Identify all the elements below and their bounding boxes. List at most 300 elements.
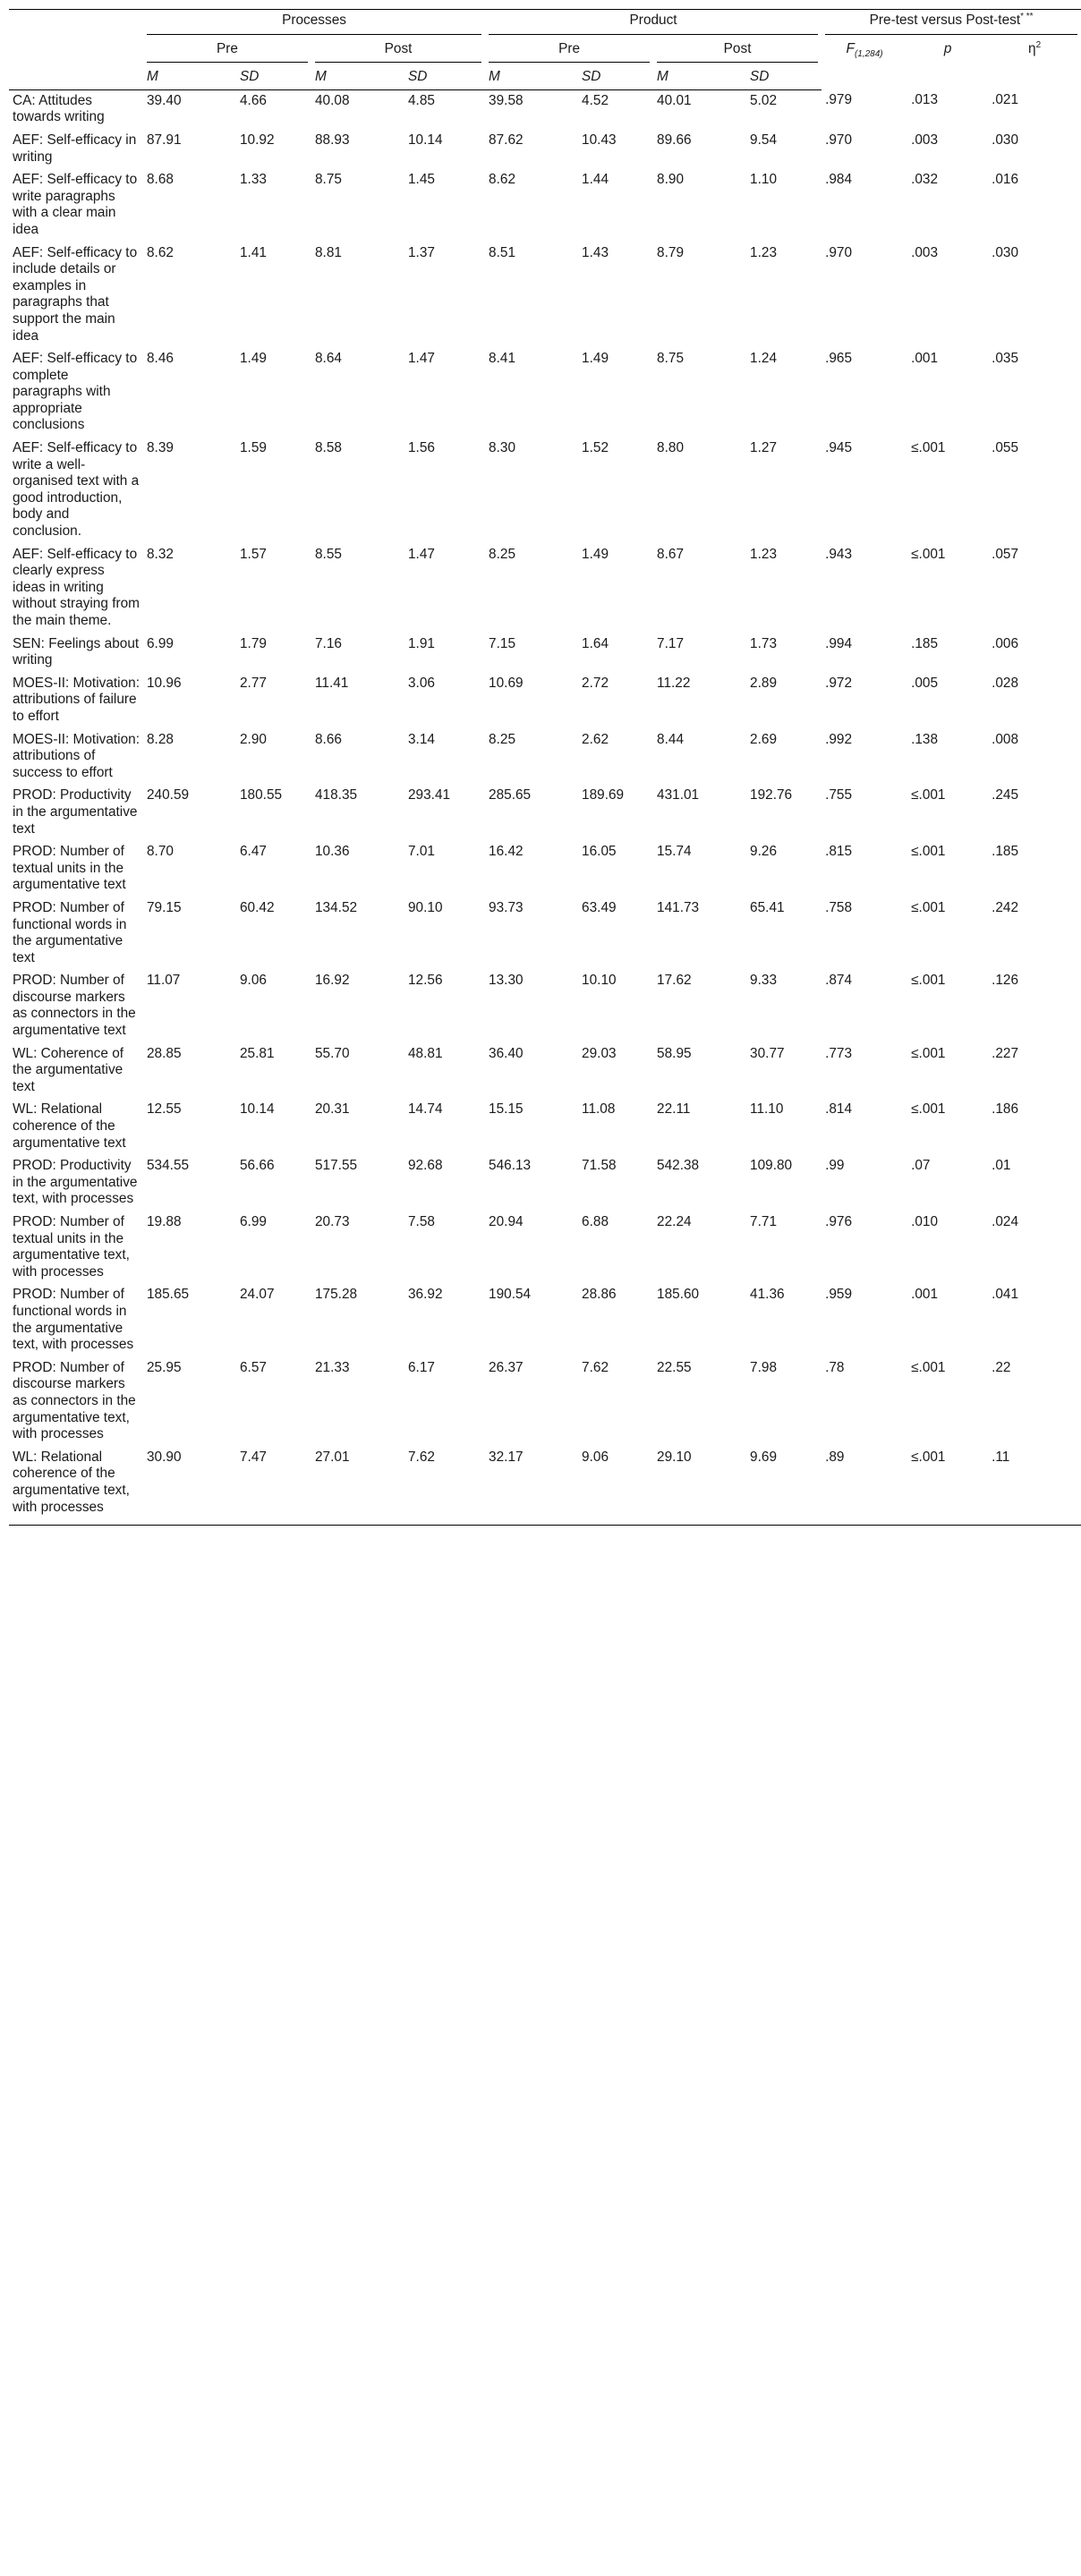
row-label: SEN: Feelings about writing — [13, 635, 140, 668]
row-value-cell: 79.15 — [147, 899, 182, 915]
row-label: PROD: Number of textual units in the argumentative text, with processes — [13, 1214, 130, 1279]
row-value-cell: .001 — [911, 1287, 939, 1303]
table-row — [9, 242, 1081, 349]
row-value-cell: 1.23 — [750, 244, 778, 260]
row-value-cell: .028 — [992, 675, 1019, 691]
table-body — [9, 89, 1081, 1525]
row-label: AEF: Self-efficacy in writing — [13, 132, 137, 165]
row-label: PROD: Number of discourse markers as connectors in the argumentative text, with processes — [13, 1359, 136, 1442]
row-value-cell: 8.51 — [489, 244, 516, 260]
row-value-cell: 1.64 — [582, 635, 609, 651]
table-header — [9, 10, 1081, 90]
table-row — [9, 544, 1081, 633]
row-value-cell: ≤.001 — [907, 1447, 988, 1526]
row-value-cell: 9.69 — [737, 1447, 821, 1526]
header-m: M — [143, 66, 227, 89]
header-m: M — [485, 66, 569, 89]
row-value-cell: 26.37 — [489, 1359, 523, 1375]
row-value-cell: 32.17 — [485, 1447, 569, 1526]
row-value-cell: 20.31 — [315, 1101, 350, 1118]
row-value-cell: 8.30 — [489, 440, 516, 456]
row-value-cell: 8.62 — [147, 244, 174, 260]
row-value-cell: 7.15 — [489, 635, 516, 651]
row-value-cell: 10.43 — [582, 132, 617, 148]
row-value-cell: 534.55 — [147, 1158, 190, 1174]
row-value-cell: 8.68 — [147, 172, 174, 188]
row-value-cell: 134.52 — [315, 899, 358, 915]
row-value-cell: 28.86 — [582, 1287, 617, 1303]
header-post-label: Post — [657, 41, 818, 64]
header-processes — [143, 10, 485, 38]
row-value-cell: 3.14 — [408, 731, 435, 747]
row-value-cell: 418.35 — [315, 787, 358, 803]
row-value-cell: ≤.001 — [911, 973, 946, 989]
row-value-cell: 2.69 — [750, 731, 778, 747]
row-value-cell: 293.41 — [408, 787, 451, 803]
row-value-cell: 1.43 — [582, 244, 609, 260]
table-row — [9, 169, 1081, 242]
row-value-cell: 1.91 — [408, 635, 435, 651]
header-sd: SD — [227, 66, 311, 89]
row-value-cell: .07 — [911, 1158, 931, 1174]
row-value-cell: 6.17 — [408, 1359, 435, 1375]
table-row — [9, 348, 1081, 438]
row-value-cell: .013 — [911, 92, 939, 108]
header-pre-label: Pre — [489, 41, 650, 64]
row-value-cell: .057 — [992, 546, 1019, 562]
row-value-cell: 17.62 — [657, 973, 692, 989]
row-value-cell: .965 — [825, 351, 853, 367]
row-label: AEF: Self-efficacy to write a well-organised text with a good introduction, body and conclusion. — [13, 440, 140, 540]
row-value-cell: 58.95 — [657, 1045, 692, 1061]
row-value-cell: 24.07 — [240, 1287, 275, 1303]
row-value-cell: 39.58 — [489, 92, 523, 108]
row-value-cell: 6.88 — [582, 1214, 609, 1229]
row-value-cell: 192.76 — [750, 787, 793, 803]
row-value-cell: 48.81 — [408, 1045, 443, 1061]
row-value-cell: .008 — [992, 731, 1019, 747]
row-value-cell: 1.41 — [240, 244, 267, 260]
row-value-cell: 40.01 — [657, 92, 692, 108]
header-product — [485, 10, 821, 38]
header-f-label: F — [846, 40, 855, 56]
row-value-cell: 1.33 — [240, 172, 267, 188]
row-value-cell: 1.79 — [240, 635, 267, 651]
row-label: AEF: Self-efficacy to include details or examples in paragraphs that support the main idea — [13, 244, 138, 344]
row-value-cell: 7.01 — [408, 844, 435, 860]
header-m: M — [311, 66, 396, 89]
row-value-cell: 190.54 — [489, 1287, 532, 1303]
row-value-cell: 29.03 — [582, 1045, 617, 1061]
table-row — [9, 1211, 1081, 1284]
row-value-cell: 16.42 — [489, 844, 523, 860]
row-value-cell: .035 — [992, 351, 1019, 367]
row-value-cell: 1.73 — [750, 635, 778, 651]
row-value-cell: 7.98 — [750, 1359, 778, 1375]
row-value-cell: 1.45 — [408, 172, 435, 188]
row-value-cell: .943 — [825, 546, 853, 562]
row-value-cell: 5.02 — [750, 92, 778, 108]
row-value-cell: 7.17 — [657, 635, 685, 651]
row-value-cell: 6.57 — [240, 1359, 267, 1375]
header-row-phases — [9, 38, 1081, 67]
row-value-cell: 8.81 — [315, 244, 342, 260]
row-value-cell: .11 — [988, 1447, 1081, 1526]
row-value-cell: .815 — [825, 844, 853, 860]
row-value-cell: ≤.001 — [911, 1359, 946, 1375]
row-label: PROD: Number of textual units in the argumentative text — [13, 844, 126, 893]
row-value-cell: .814 — [825, 1101, 853, 1118]
row-value-cell: .976 — [825, 1214, 853, 1229]
row-value-cell: 13.30 — [489, 973, 523, 989]
row-value-cell: .994 — [825, 635, 853, 651]
header-eta-sup: 2 — [1035, 39, 1042, 50]
row-value-cell: 9.26 — [750, 844, 778, 860]
row-value-cell: 10.10 — [582, 973, 617, 989]
row-value-cell: 56.66 — [240, 1158, 275, 1174]
row-value-cell: 1.59 — [240, 440, 267, 456]
results-table — [9, 9, 1081, 1526]
row-value-cell: 2.77 — [240, 675, 267, 691]
row-value-cell: 16.05 — [582, 844, 617, 860]
row-value-cell: 25.95 — [147, 1359, 182, 1375]
row-value-cell: .245 — [992, 787, 1019, 803]
header-sd: SD — [396, 66, 485, 89]
row-value-cell: 8.66 — [315, 731, 342, 747]
header-processes-pre — [143, 38, 311, 67]
row-value-cell: 8.25 — [489, 546, 516, 562]
row-value-cell: .972 — [825, 675, 853, 691]
row-value-cell: 29.10 — [653, 1447, 737, 1526]
row-label: PROD: Productivity in the argumentative text — [13, 787, 138, 837]
row-value-cell: 109.80 — [750, 1158, 793, 1174]
row-label: WL: Relational coherence of the argumentative text — [13, 1101, 126, 1151]
header-sd: SD — [737, 66, 821, 89]
table-row — [9, 785, 1081, 841]
table-row — [9, 970, 1081, 1042]
row-value-cell: 8.55 — [315, 546, 342, 562]
row-value-cell: 2.62 — [582, 731, 609, 747]
row-value-cell: .970 — [825, 244, 853, 260]
header-processes-label: Processes — [147, 13, 481, 35]
row-value-cell: 1.10 — [750, 172, 778, 188]
row-value-cell: 7.62 — [396, 1447, 485, 1526]
row-value-cell: 8.67 — [657, 546, 685, 562]
row-value-cell: 3.06 — [408, 675, 435, 691]
row-value-cell: 1.56 — [408, 440, 435, 456]
row-value-cell: .959 — [825, 1287, 853, 1303]
row-value-cell: 7.58 — [408, 1214, 435, 1229]
row-value-cell: 11.10 — [750, 1101, 784, 1118]
row-value-cell: 8.28 — [147, 731, 174, 747]
row-value-cell: 1.47 — [408, 546, 435, 562]
row-value-cell: 1.47 — [408, 351, 435, 367]
row-value-cell: ≤.001 — [911, 440, 946, 456]
row-value-cell: 8.75 — [315, 172, 342, 188]
row-value-cell: 7.47 — [227, 1447, 311, 1526]
row-value-cell: 8.46 — [147, 351, 174, 367]
row-value-cell: 6.47 — [240, 844, 267, 860]
row-value-cell: 9.33 — [750, 973, 778, 989]
table-row — [9, 1155, 1081, 1211]
row-value-cell: 8.44 — [657, 731, 685, 747]
row-value-cell: .185 — [911, 635, 939, 651]
row-value-cell: 1.24 — [750, 351, 778, 367]
row-value-cell: 40.08 — [315, 92, 350, 108]
row-value-cell: 10.69 — [489, 675, 523, 691]
row-value-cell: 7.71 — [750, 1214, 778, 1229]
row-value-cell: .970 — [825, 132, 853, 148]
row-value-cell: 8.58 — [315, 440, 342, 456]
row-value-cell: 14.74 — [408, 1101, 443, 1118]
row-value-cell: .242 — [992, 899, 1019, 915]
row-value-cell: 87.62 — [489, 132, 523, 148]
row-label: PROD: Productivity in the argumentative text, with processes — [13, 1158, 138, 1207]
row-value-cell: 90.10 — [408, 899, 443, 915]
row-value-cell: 1.37 — [408, 244, 435, 260]
row-label: CA: Attitudes towards writing — [13, 92, 105, 125]
row-value-cell: .030 — [992, 132, 1019, 148]
row-value-cell: 10.92 — [240, 132, 275, 148]
row-value-cell: 4.85 — [408, 92, 435, 108]
row-value-cell: .003 — [911, 132, 939, 148]
row-value-cell: 240.59 — [147, 787, 190, 803]
row-value-cell: 10.36 — [315, 844, 350, 860]
row-value-cell: 2.89 — [750, 675, 778, 691]
row-value-cell: 11.41 — [315, 675, 349, 691]
row-value-cell: 15.15 — [489, 1101, 523, 1118]
row-value-cell: 36.40 — [489, 1045, 523, 1061]
header-eta-label: η — [1028, 40, 1036, 56]
row-value-cell: 189.69 — [582, 787, 625, 803]
row-value-cell: 1.27 — [750, 440, 778, 456]
row-value-cell: 25.81 — [240, 1045, 275, 1061]
row-value-cell: .010 — [911, 1214, 939, 1229]
row-value-cell: .227 — [992, 1045, 1019, 1061]
row-value-cell: .979 — [825, 92, 853, 108]
table-row — [9, 1284, 1081, 1356]
row-value-cell: 2.72 — [582, 675, 609, 691]
row-value-cell: 542.38 — [657, 1158, 700, 1174]
row-value-cell: .89 — [821, 1447, 907, 1526]
row-value-cell: .041 — [992, 1287, 1019, 1303]
row-value-cell: 7.62 — [582, 1359, 609, 1375]
row-value-cell: 11.22 — [657, 675, 691, 691]
row-value-cell: 88.93 — [315, 132, 350, 148]
row-value-cell: 1.52 — [582, 440, 609, 456]
header-blank-cell — [9, 66, 143, 89]
row-value-cell: 41.36 — [750, 1287, 785, 1303]
row-value-cell: 9.06 — [569, 1447, 653, 1526]
row-value-cell: 8.90 — [657, 172, 685, 188]
row-value-cell: 8.80 — [657, 440, 685, 456]
row-value-cell: .185 — [992, 844, 1019, 860]
row-value-cell: .055 — [992, 440, 1019, 456]
row-value-cell: 185.65 — [147, 1287, 190, 1303]
row-value-cell: .186 — [992, 1101, 1019, 1118]
row-value-cell: 11.07 — [147, 973, 181, 989]
table-row — [9, 897, 1081, 970]
row-value-cell: 1.57 — [240, 546, 267, 562]
table-row — [9, 1357, 1081, 1447]
header-test — [821, 10, 1081, 38]
row-value-cell: 39.40 — [147, 92, 182, 108]
row-value-cell: 16.92 — [315, 973, 350, 989]
row-value-cell: 8.75 — [657, 351, 685, 367]
row-value-cell: 8.64 — [315, 351, 342, 367]
header-test-label: Pre-test versus Post-test — [869, 13, 1021, 28]
row-value-cell: 285.65 — [489, 787, 532, 803]
row-value-cell: 30.77 — [750, 1045, 785, 1061]
row-value-cell: 431.01 — [657, 787, 700, 803]
row-label: AEF: Self-efficacy to complete paragraphs with appropriate conclusions — [13, 351, 138, 433]
row-value-cell: .984 — [825, 172, 853, 188]
row-value-cell: 1.44 — [582, 172, 609, 188]
row-value-cell: .001 — [911, 351, 939, 367]
table-row — [9, 89, 1081, 130]
table-row — [9, 673, 1081, 729]
header-f — [821, 38, 907, 90]
header-post-label: Post — [315, 41, 481, 64]
header-f-sub: (1,284) — [854, 48, 883, 59]
row-value-cell: 12.55 — [147, 1101, 182, 1118]
row-value-cell: 1.23 — [750, 546, 778, 562]
row-value-cell: 87.91 — [147, 132, 182, 148]
row-value-cell: 8.70 — [147, 844, 174, 860]
row-value-cell: 175.28 — [315, 1287, 358, 1303]
row-value-cell: 10.14 — [408, 132, 443, 148]
row-value-cell: 9.54 — [750, 132, 778, 148]
row-value-cell: ≤.001 — [911, 787, 946, 803]
row-value-cell: .773 — [825, 1045, 853, 1061]
row-value-cell: 28.85 — [147, 1045, 182, 1061]
row-value-cell: .021 — [992, 92, 1019, 108]
row-value-cell: 8.79 — [657, 244, 685, 260]
row-value-cell: 4.52 — [582, 92, 609, 108]
row-value-cell: .138 — [911, 731, 939, 747]
row-value-cell: .003 — [911, 244, 939, 260]
header-sd: SD — [569, 66, 653, 89]
row-value-cell: ≤.001 — [911, 1101, 946, 1118]
row-value-cell: .024 — [992, 1214, 1019, 1229]
row-value-cell: 15.74 — [657, 844, 692, 860]
header-eta — [988, 38, 1081, 90]
row-value-cell: .126 — [992, 973, 1019, 989]
row-label: PROD: Number of functional words in the argumentative text — [13, 899, 127, 965]
row-value-cell: 55.70 — [315, 1045, 350, 1061]
row-value-cell: 27.01 — [311, 1447, 396, 1526]
row-value-cell: 12.56 — [408, 973, 443, 989]
row-value-cell: ≤.001 — [911, 1045, 946, 1061]
header-m: M — [653, 66, 737, 89]
row-value-cell: .99 — [825, 1158, 845, 1174]
row-value-cell: .006 — [992, 635, 1019, 651]
row-value-cell: 2.90 — [240, 731, 267, 747]
row-value-cell: 30.90 — [143, 1447, 227, 1526]
header-processes-post — [311, 38, 485, 67]
row-value-cell: 8.39 — [147, 440, 174, 456]
header-p-label: p — [943, 40, 952, 56]
row-label: MOES-II: Motivation: attributions of failure to effort — [13, 675, 140, 724]
row-value-cell: 10.14 — [240, 1101, 275, 1118]
row-value-cell: .874 — [825, 973, 853, 989]
row-value-cell: 93.73 — [489, 899, 523, 915]
row-value-cell: ≤.001 — [911, 844, 946, 860]
row-label: AEF: Self-efficacy to write paragraphs with a clear main idea — [13, 172, 138, 237]
row-value-cell: 1.49 — [582, 546, 609, 562]
row-value-cell: 8.62 — [489, 172, 516, 188]
row-value-cell: 19.88 — [147, 1214, 182, 1229]
row-value-cell: .032 — [911, 172, 939, 188]
row-value-cell: 71.58 — [582, 1158, 617, 1174]
table-row — [9, 1099, 1081, 1155]
header-test-sup: * ** — [1020, 11, 1034, 21]
row-value-cell: .016 — [992, 172, 1019, 188]
row-value-cell: 517.55 — [315, 1158, 358, 1174]
row-value-cell: 11.08 — [582, 1101, 616, 1118]
row-value-cell: 6.99 — [147, 635, 174, 651]
row-value-cell: .755 — [825, 787, 853, 803]
row-value-cell: .005 — [911, 675, 939, 691]
row-value-cell: 8.25 — [489, 731, 516, 747]
row-value-cell: 20.73 — [315, 1214, 350, 1229]
row-value-cell: 21.33 — [315, 1359, 350, 1375]
row-value-cell: .758 — [825, 899, 853, 915]
row-label: PROD: Number of discourse markers as connectors in the argumentative text — [13, 973, 136, 1039]
row-value-cell: .22 — [992, 1359, 1011, 1375]
row-value-cell: 36.92 — [408, 1287, 443, 1303]
table-row — [9, 729, 1081, 786]
row-value-cell: 65.41 — [750, 899, 785, 915]
row-value-cell: 89.66 — [657, 132, 692, 148]
row-value-cell: 92.68 — [408, 1158, 443, 1174]
row-value-cell: .78 — [825, 1359, 845, 1375]
results-table-container — [9, 9, 1042, 1526]
table-row — [9, 633, 1081, 673]
row-value-cell: 9.06 — [240, 973, 267, 989]
row-value-cell: 185.60 — [657, 1287, 700, 1303]
header-product-label: Product — [489, 13, 818, 35]
row-label: WL: Coherence of the argumentative text — [13, 1045, 124, 1094]
row-value-cell: 8.41 — [489, 351, 516, 367]
row-value-cell: 141.73 — [657, 899, 700, 915]
header-pre-label: Pre — [147, 41, 308, 64]
row-value-cell: 8.32 — [147, 546, 174, 562]
table-row — [9, 1043, 1081, 1100]
header-product-post — [653, 38, 821, 67]
row-value-cell: 546.13 — [489, 1158, 532, 1174]
row-value-cell: 1.49 — [582, 351, 609, 367]
row-value-cell: .01 — [992, 1158, 1011, 1174]
row-label: WL: Relational coherence of the argumentative text, with processes — [9, 1447, 143, 1526]
row-label: AEF: Self-efficacy to clearly express ideas in writing without straying from the main theme. — [13, 546, 140, 628]
row-value-cell: 22.24 — [657, 1214, 692, 1229]
row-value-cell: 4.66 — [240, 92, 267, 108]
header-product-pre — [485, 38, 653, 67]
header-blank-cell — [9, 10, 143, 38]
row-value-cell: 22.55 — [657, 1359, 692, 1375]
row-label: MOES-II: Motivation: attributions of success to effort — [13, 731, 140, 780]
row-value-cell: .945 — [825, 440, 853, 456]
row-value-cell: 6.99 — [240, 1214, 267, 1229]
row-value-cell: ≤.001 — [911, 546, 946, 562]
row-value-cell: 20.94 — [489, 1214, 523, 1229]
row-value-cell: 63.49 — [582, 899, 617, 915]
row-value-cell: ≤.001 — [911, 899, 946, 915]
row-value-cell: 180.55 — [240, 787, 283, 803]
header-p — [907, 38, 988, 90]
row-label: PROD: Number of functional words in the argumentative text, with processes — [13, 1287, 134, 1353]
